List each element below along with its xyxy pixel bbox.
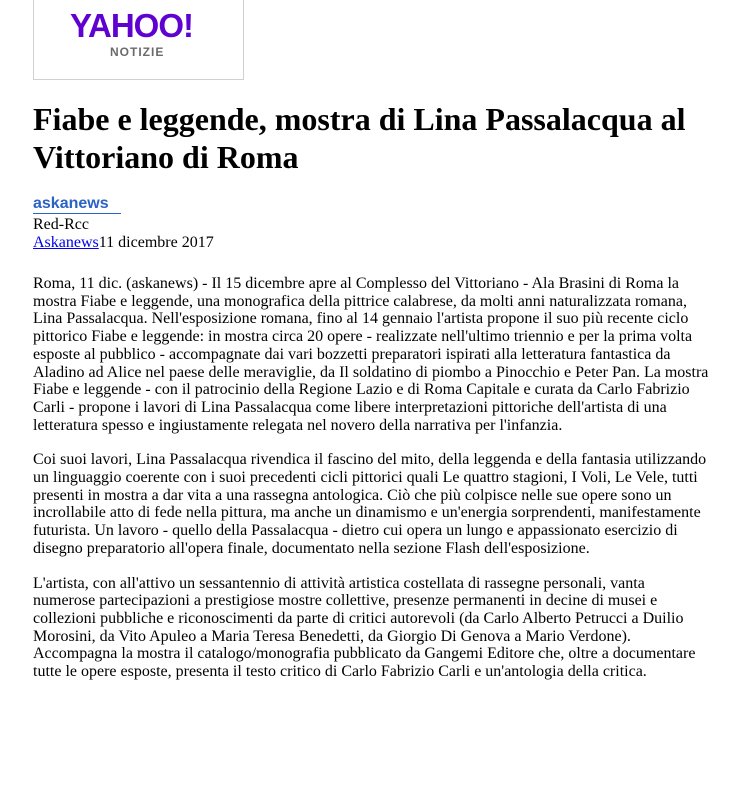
notizie-logo-subtext: NOTIZIE	[110, 45, 165, 59]
article-author: Red-Rcc	[33, 216, 89, 233]
article-paragraph: L'artista, con all'attivo un sessantennio di attività artistica costellata di rassegne personali, vanta numerose partecipazioni a prestigiose mostre collettive, presenze permanenti in decine di musei e collezioni pubbliche e riconoscimenti da parte di critici autorevoli (da Carlo Alberto Petrucci a Duilio Morosini, da Vito Apuleo a Maria Teresa Benedetti, da Giorgio Di Genova a Mario Verdone). Accompagna la mostra il catalogo/monografia pubblicato da Gangemi Editore che, oltre a documentare tutte le opere esposte, presenta il testo critico di Carlo Fabrizio Carli e un'antologia della critica.	[33, 574, 696, 681]
article-paragraph: Roma, 11 dic. (askanews) - Il 15 dicembre apre al Complesso del Vittoriano - Ala Brasini di Roma la mostra Fiabe e leggende, una monografica della pittrice calabrese, da molti anni naturalizzata romana, Lina Passalacqua. Nell'esposizione romana, fino al 14 gennaio l'artista propone il suo più recente ciclo pittorico Fiabe e leggende: in mostra circa 20 opere - realizzate nell'ultimo triennio e per la prima volta esposte al pubblico - accompagnate dai vari bozzetti preparatori ispirati alla letteratura fantastica da Aladino ad Alice nel paese delle meraviglie, da Il soldatino di piombo a Pinocchio e Peter Pan. La mostra Fiabe e leggende - con il patrocinio della Regione Lazio e di Roma Capitale e curata da Carlo Fabrizio Carli - propone i lavori di Lina Passalacqua come libere interpretazioni pittoriche dell'artista di una letteratura spesso e ingiustamente relegata nel novero della narrativa per l'infanzia.	[33, 275, 709, 434]
source-link[interactable]: Askanews	[33, 234, 99, 251]
yahoo-logo-text: YAHOO!	[70, 7, 193, 44]
article-date: 11 dicembre 2017	[98, 234, 214, 251]
source-date-line	[33, 234, 214, 252]
article-title: Fiabe e leggende, mostra di Lina Passalacqua al Vittoriano di Roma	[33, 101, 686, 175]
article-body	[33, 275, 709, 698]
yahoo-notizie-logo[interactable]	[33, 0, 244, 80]
article-paragraph: Coi suoi lavori, Lina Passalacqua rivendica il fascino del mito, della leggenda e della fantasia utilizzando un linguaggio coerente con i suoi precedenti cicli pittorici quali Le quattro stagioni, I Voli, Le Vele, tutti presenti in mostra a dar vita a una rassegna antologica. Ciò che più colpisce nelle sue opere sono un incrollabile atto di fede nella pittura, ma anche un dinamismo e un'energia sorprendenti, manifestamente futurista. Un lavoro - quello della Passalacqua - dietro cui opera un lungo e appassionato esercizio di disegno preparatorio all'opera finale, documentato nella sezione Flash dell'esposizione.	[33, 451, 707, 557]
article-meta	[33, 216, 214, 252]
askanews-logo: askanews	[33, 194, 121, 214]
